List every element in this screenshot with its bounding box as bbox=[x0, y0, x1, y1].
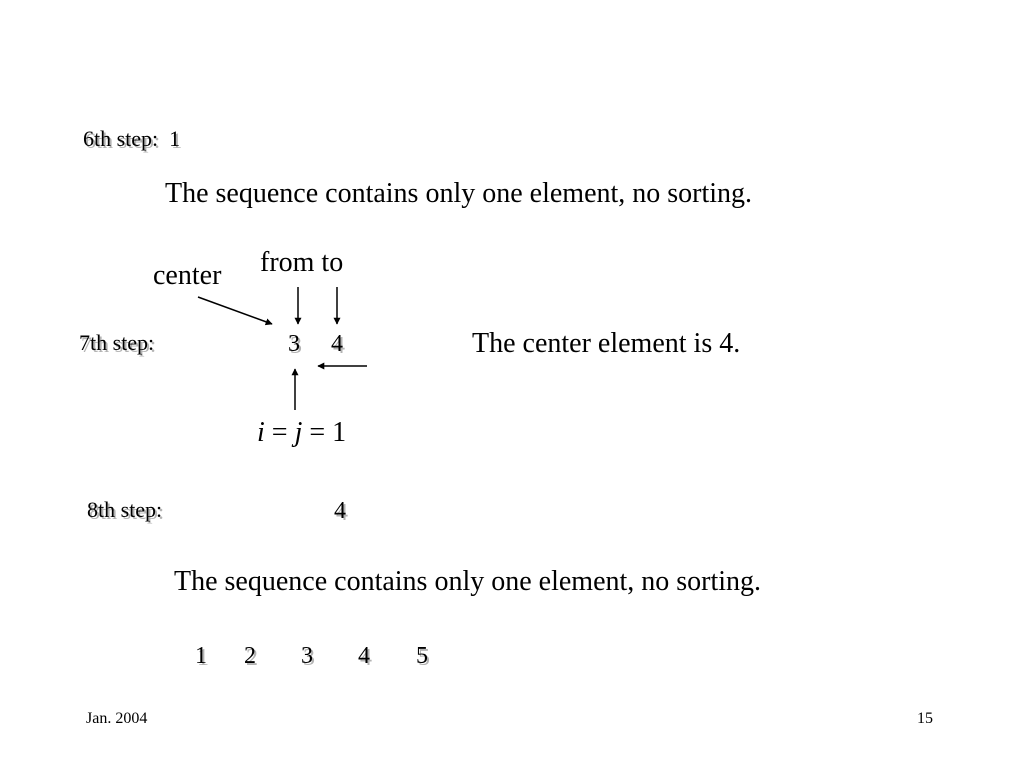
result-value: 1 bbox=[195, 643, 207, 669]
i-equals-j-equation bbox=[257, 419, 346, 447]
step6-note: The sequence contains only one element, no sorting. bbox=[165, 178, 753, 209]
step6-label: 6th step: bbox=[83, 126, 159, 151]
center-arrow bbox=[198, 297, 272, 324]
equals-sign: = bbox=[264, 417, 295, 448]
result-value: 4 bbox=[358, 643, 370, 669]
result-value: 3 bbox=[301, 643, 313, 669]
step8-label: 8th step: bbox=[87, 497, 163, 522]
result-value: 5 bbox=[416, 643, 428, 669]
step6-value: 1 bbox=[169, 126, 181, 151]
page-number: 15 bbox=[917, 710, 933, 727]
ij-value: 1 bbox=[332, 417, 347, 448]
center-label: center bbox=[153, 260, 222, 291]
j-variable: j bbox=[294, 417, 303, 448]
footer-date: Jan. 2004 bbox=[86, 710, 148, 727]
equals-sign: = bbox=[302, 417, 333, 448]
from-to-label: from to bbox=[260, 247, 344, 278]
step7-value-3: 3 bbox=[288, 331, 300, 357]
step6-heading bbox=[83, 128, 180, 150]
step8-value: 4 bbox=[334, 498, 346, 524]
step7-label: 7th step: bbox=[79, 330, 155, 355]
step7-note: The center element is 4. bbox=[472, 328, 741, 359]
i-variable: i bbox=[257, 417, 265, 448]
result-value: 2 bbox=[244, 643, 256, 669]
step7-value-4: 4 bbox=[331, 331, 343, 357]
step8-note: The sequence contains only one element, no sorting. bbox=[174, 566, 762, 597]
